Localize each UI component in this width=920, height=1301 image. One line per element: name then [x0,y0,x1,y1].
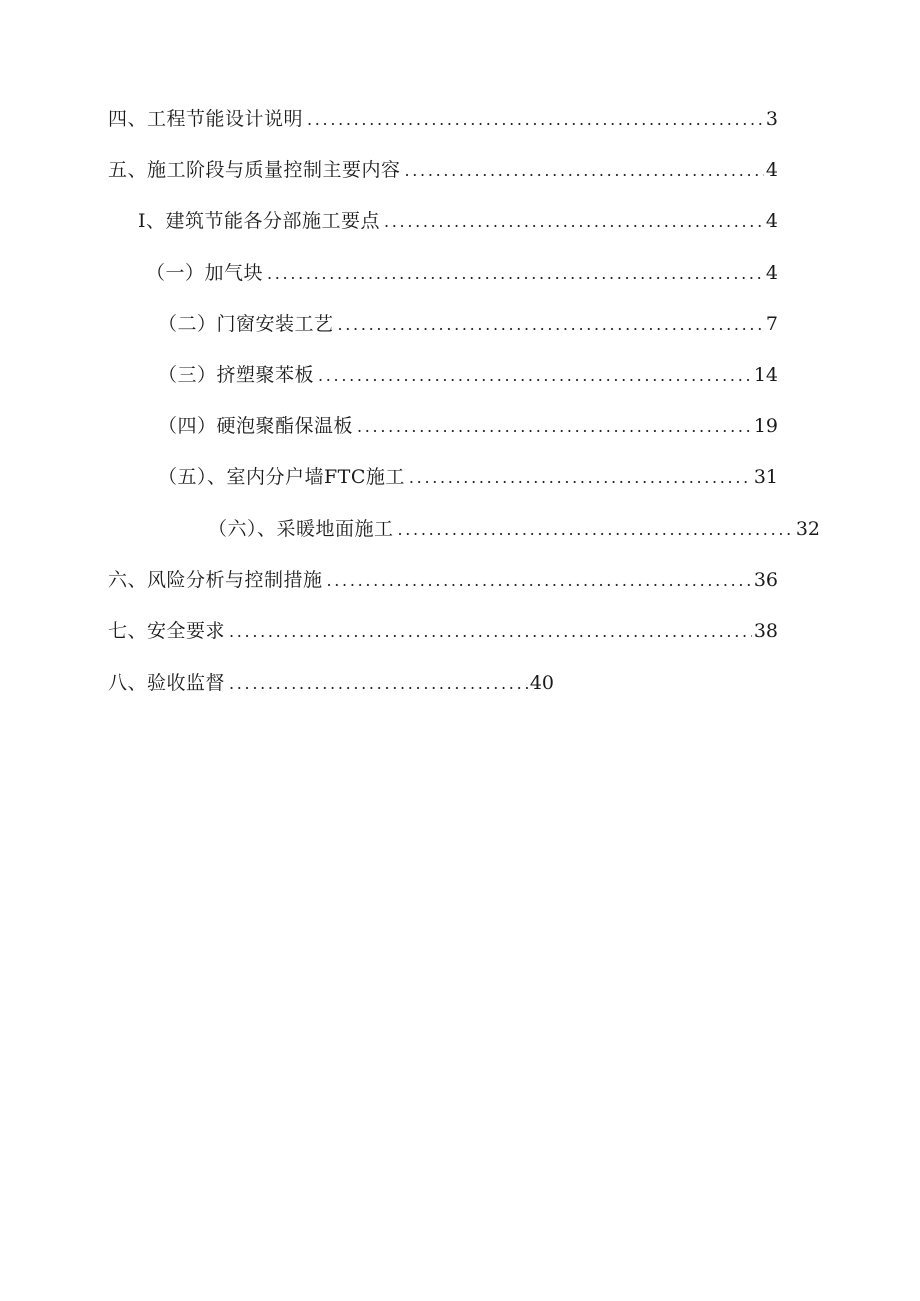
toc-page-number: 31 [753,466,778,488]
toc-entry-label: （三）挤塑聚苯板 [158,364,315,386]
toc-entry-label: （二）门窗安装工艺 [158,313,334,335]
toc-page-number: 3 [765,108,778,130]
toc-page-number: 19 [753,415,778,437]
toc-entry [146,260,778,287]
toc-page-number: 32 [795,518,820,540]
toc-dot-leader [409,465,752,491]
toc-entry [108,157,778,184]
toc-entry-label: 七、安全要求 [108,620,226,642]
toc-entry [158,413,778,440]
toc-dot-leader [229,619,752,645]
toc-entry [108,670,554,697]
toc-entry-label: （一）加气块 [146,262,264,284]
toc-dot-leader [229,671,528,697]
toc-entry [138,208,778,235]
toc-page-number: 4 [765,262,778,284]
toc-entry [158,464,778,491]
toc-page-number: 38 [753,620,778,642]
toc-dot-leader [318,363,752,389]
toc-page-number: 14 [753,364,778,386]
toc-page-number: 40 [529,672,554,694]
toc-entry-label: （六）、采暖地面施工 [208,518,394,540]
toc-dot-leader [398,517,794,543]
toc-entry [108,106,778,133]
toc-page-number: 7 [765,313,778,335]
toc-entry [108,567,778,594]
toc-page-number: 4 [765,159,778,181]
toc-entry-label: （五）、室内分户墙FTC施工 [158,466,405,488]
toc-entry-label: 八、验收监督 [108,672,226,694]
toc-dot-leader [307,107,764,133]
toc-entry [108,618,778,645]
toc-page-number: 4 [765,210,778,232]
toc-dot-leader [357,414,752,440]
toc-dot-leader [267,261,764,287]
toc-entry [158,311,778,338]
toc-dot-leader [405,158,764,184]
toc-page-number: 36 [753,569,778,591]
toc-dot-leader [327,568,752,594]
toc-entry-label: I、建筑节能各分部施工要点 [138,210,381,232]
toc-dot-leader [338,312,764,338]
toc-entry-label: 五、施工阶段与质量控制主要内容 [108,159,401,181]
toc-entry-label: 四、工程节能设计说明 [108,108,304,130]
toc-dot-leader [384,209,764,235]
toc-entry [158,362,778,389]
toc-entry [208,516,820,543]
toc-entry-label: （四）硬泡聚酯保温板 [158,415,354,437]
toc-entry-label: 六、风险分析与控制措施 [108,569,323,591]
